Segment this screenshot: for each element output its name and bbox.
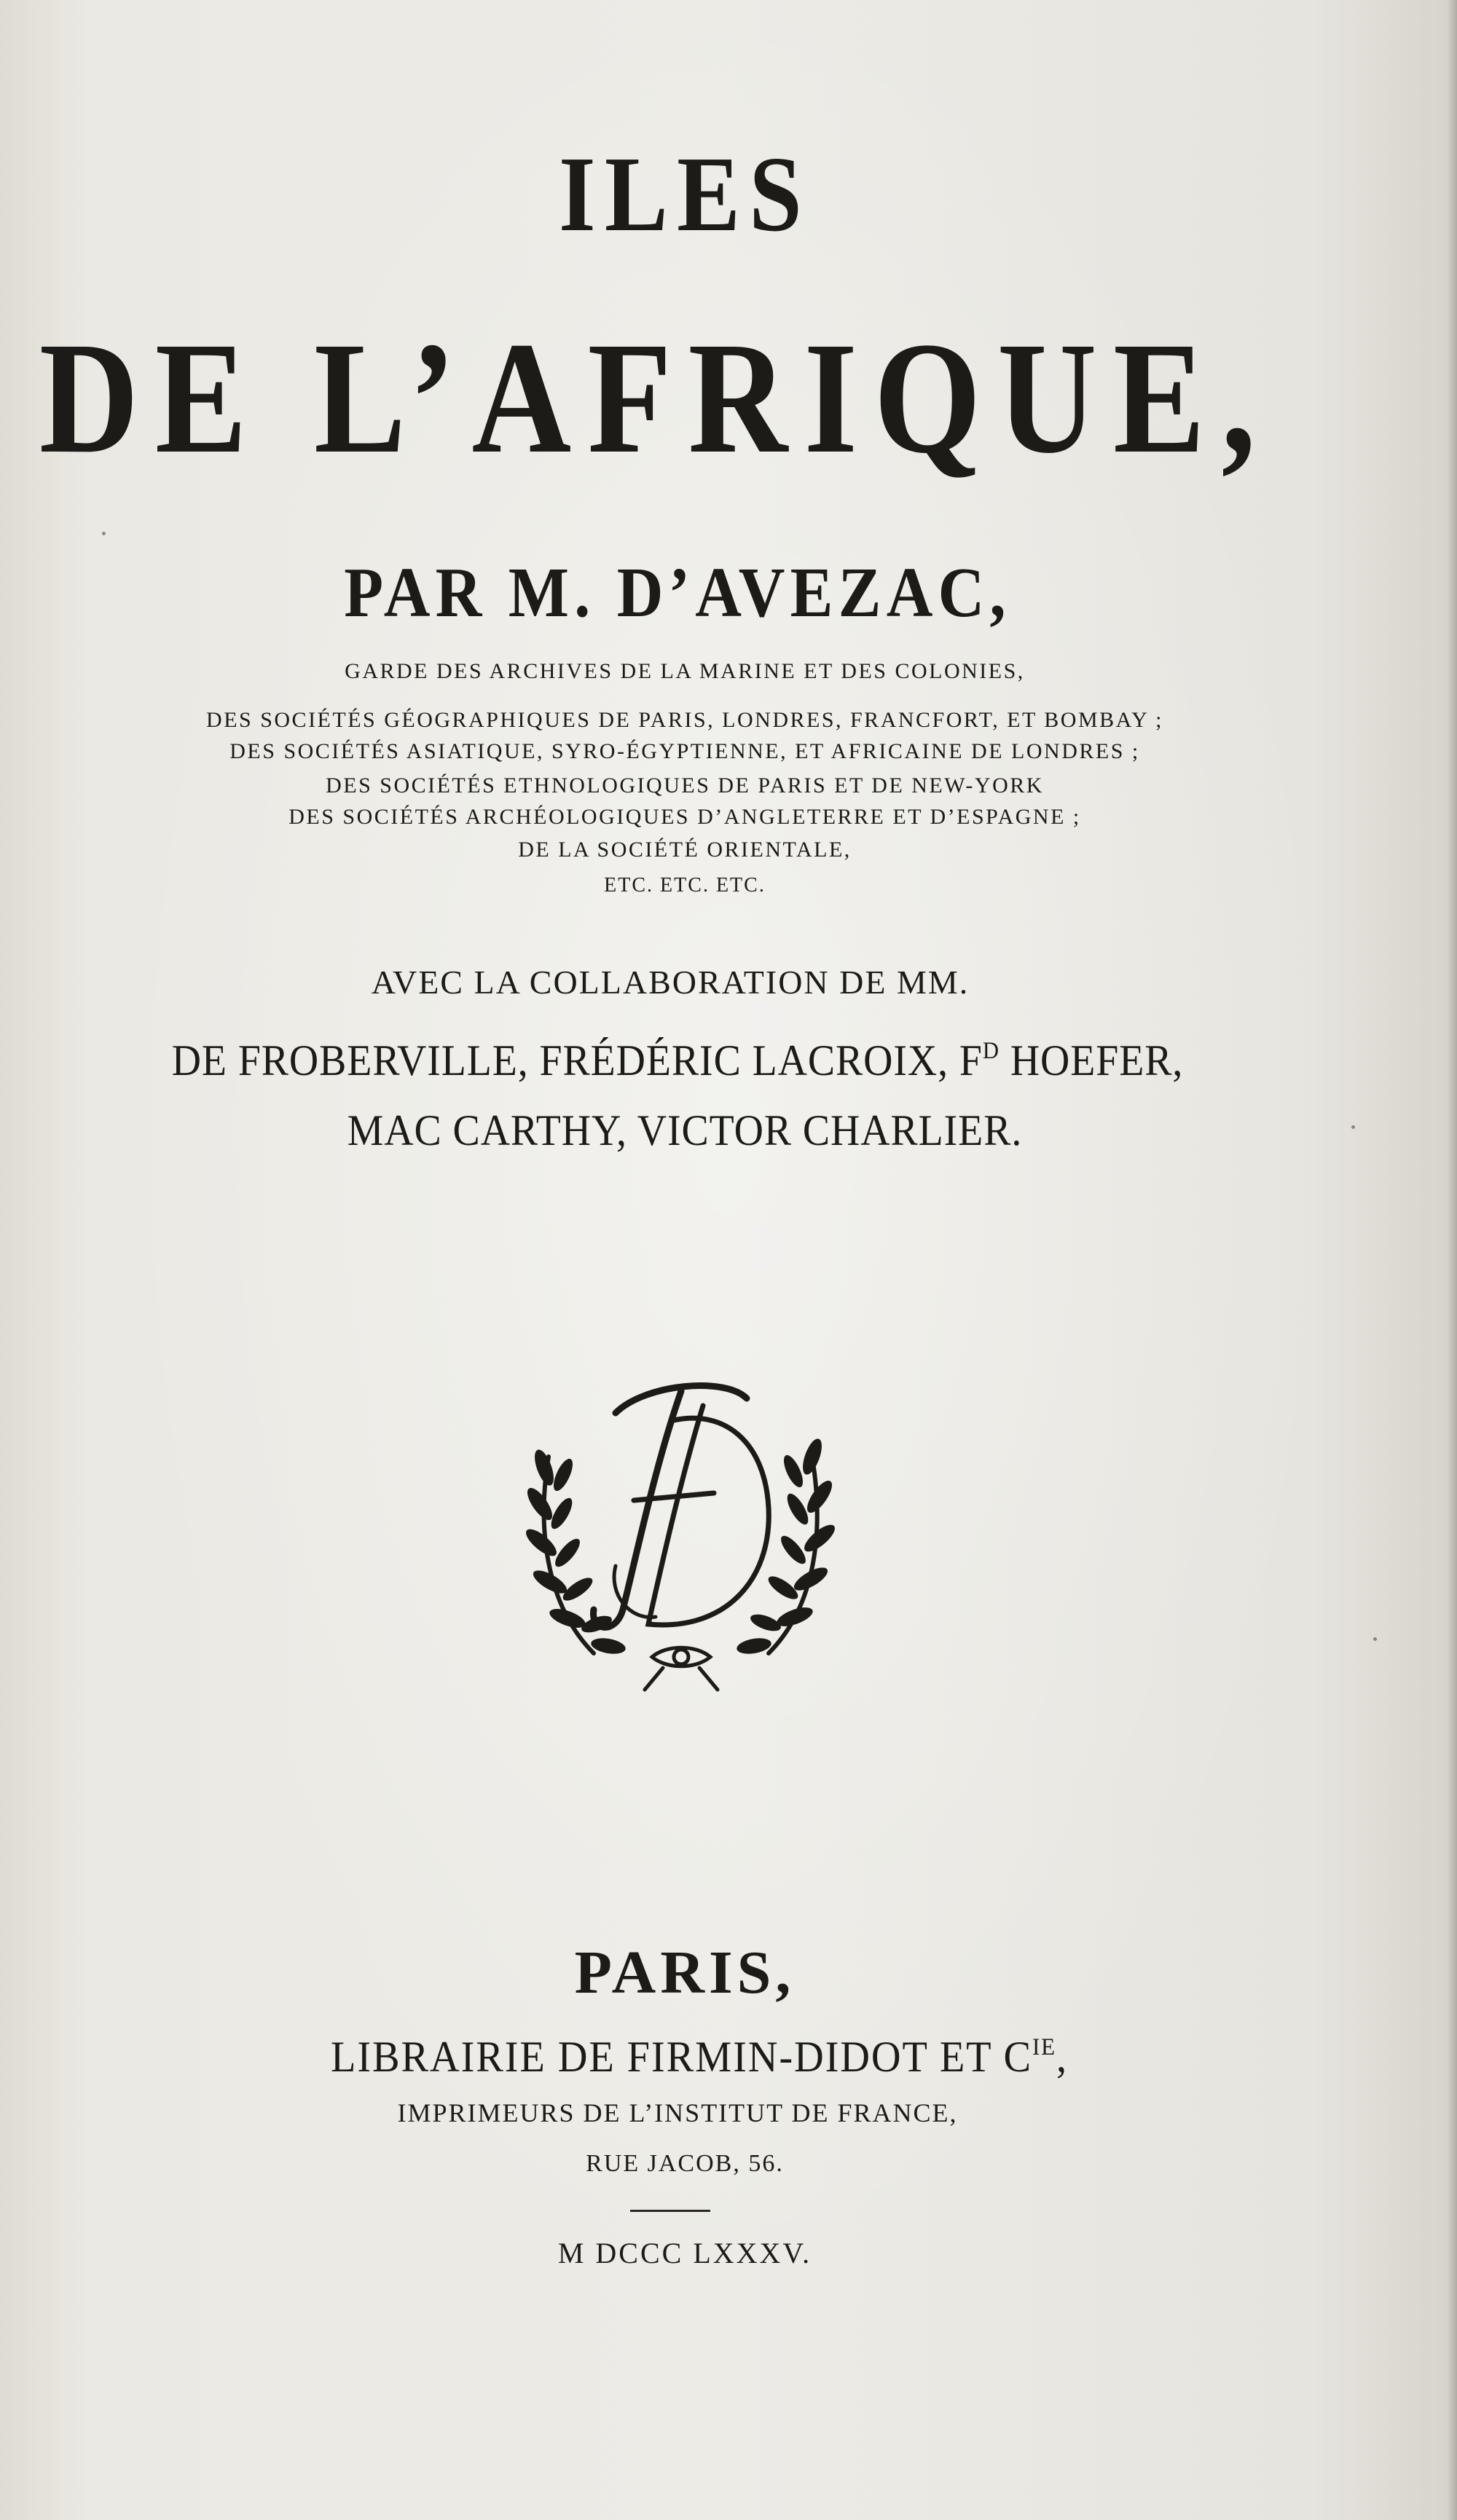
imprint-city: PARIS, xyxy=(574,1939,796,2007)
collaboration-intro: AVEC LA COLLABORATION DE MM. xyxy=(371,964,970,1001)
credential-line-3: DES SOCIÉTÉS ASIATIQUE, SYRO-ÉGYPTIENNE, ET AFRICAINE DE LONDRES ; xyxy=(229,739,1140,763)
imprint-year: M DCCC LXXXV. xyxy=(557,2237,812,2269)
imprint-publisher xyxy=(15,2032,1384,2082)
imprint-address: RUE JACOB, 56. xyxy=(586,2150,784,2177)
collaborators-line-1-end: HOEFER, xyxy=(999,1036,1184,1084)
collaborators-line-1 xyxy=(0,1036,1355,1086)
publisher-superscript: IE xyxy=(1032,2033,1057,2060)
title-line-1: ILES xyxy=(558,135,812,254)
credential-line-7: ETC. ETC. ETC. xyxy=(604,874,766,897)
fd-monogram-laurel-wreath-icon xyxy=(506,1347,856,1697)
credential-line-5: DES SOCIÉTÉS ARCHÉOLOGIQUES D’ANGLETERRE ET D’ESPAGNE ; xyxy=(288,805,1081,829)
divider-rule xyxy=(630,2210,710,2212)
publisher-comma: , xyxy=(1056,2033,1068,2081)
collaborators-line-2: MAC CARTHY, VICTOR CHARLIER. xyxy=(347,1106,1023,1154)
credential-line-4: DES SOCIÉTÉS ETHNOLOGIQUES DE PARIS ET DE NEW-YORK xyxy=(326,773,1044,798)
author-line: PAR M. D’AVEZAC, xyxy=(344,554,1011,632)
paper-speck xyxy=(1373,1637,1377,1641)
imprint-printers: IMPRIMEURS DE L’INSTITUT DE FRANCE, xyxy=(397,2098,958,2127)
credential-line-6: DE LA SOCIÉTÉ ORIENTALE, xyxy=(518,838,852,862)
credential-line-1: GARDE DES ARCHIVES DE LA MARINE ET DES COLONIES, xyxy=(345,659,1025,683)
paper-speck xyxy=(1351,1125,1355,1129)
credential-line-2: DES SOCIÉTÉS GÉOGRAPHIQUES DE PARIS, LONDRES, FRANCFORT, ET BOMBAY ; xyxy=(206,708,1163,732)
collaborators-line-1-text: DE FROBERVILLE, FRÉDÉRIC LACROIX, F xyxy=(171,1036,983,1084)
collaborators-superscript: D xyxy=(982,1037,1000,1064)
paper-speck xyxy=(102,532,106,535)
title-line-2: DE L’AFRIQUE, xyxy=(39,309,1273,487)
publisher-name: LIBRAIRIE DE FIRMIN-DIDOT ET C xyxy=(331,2033,1032,2081)
